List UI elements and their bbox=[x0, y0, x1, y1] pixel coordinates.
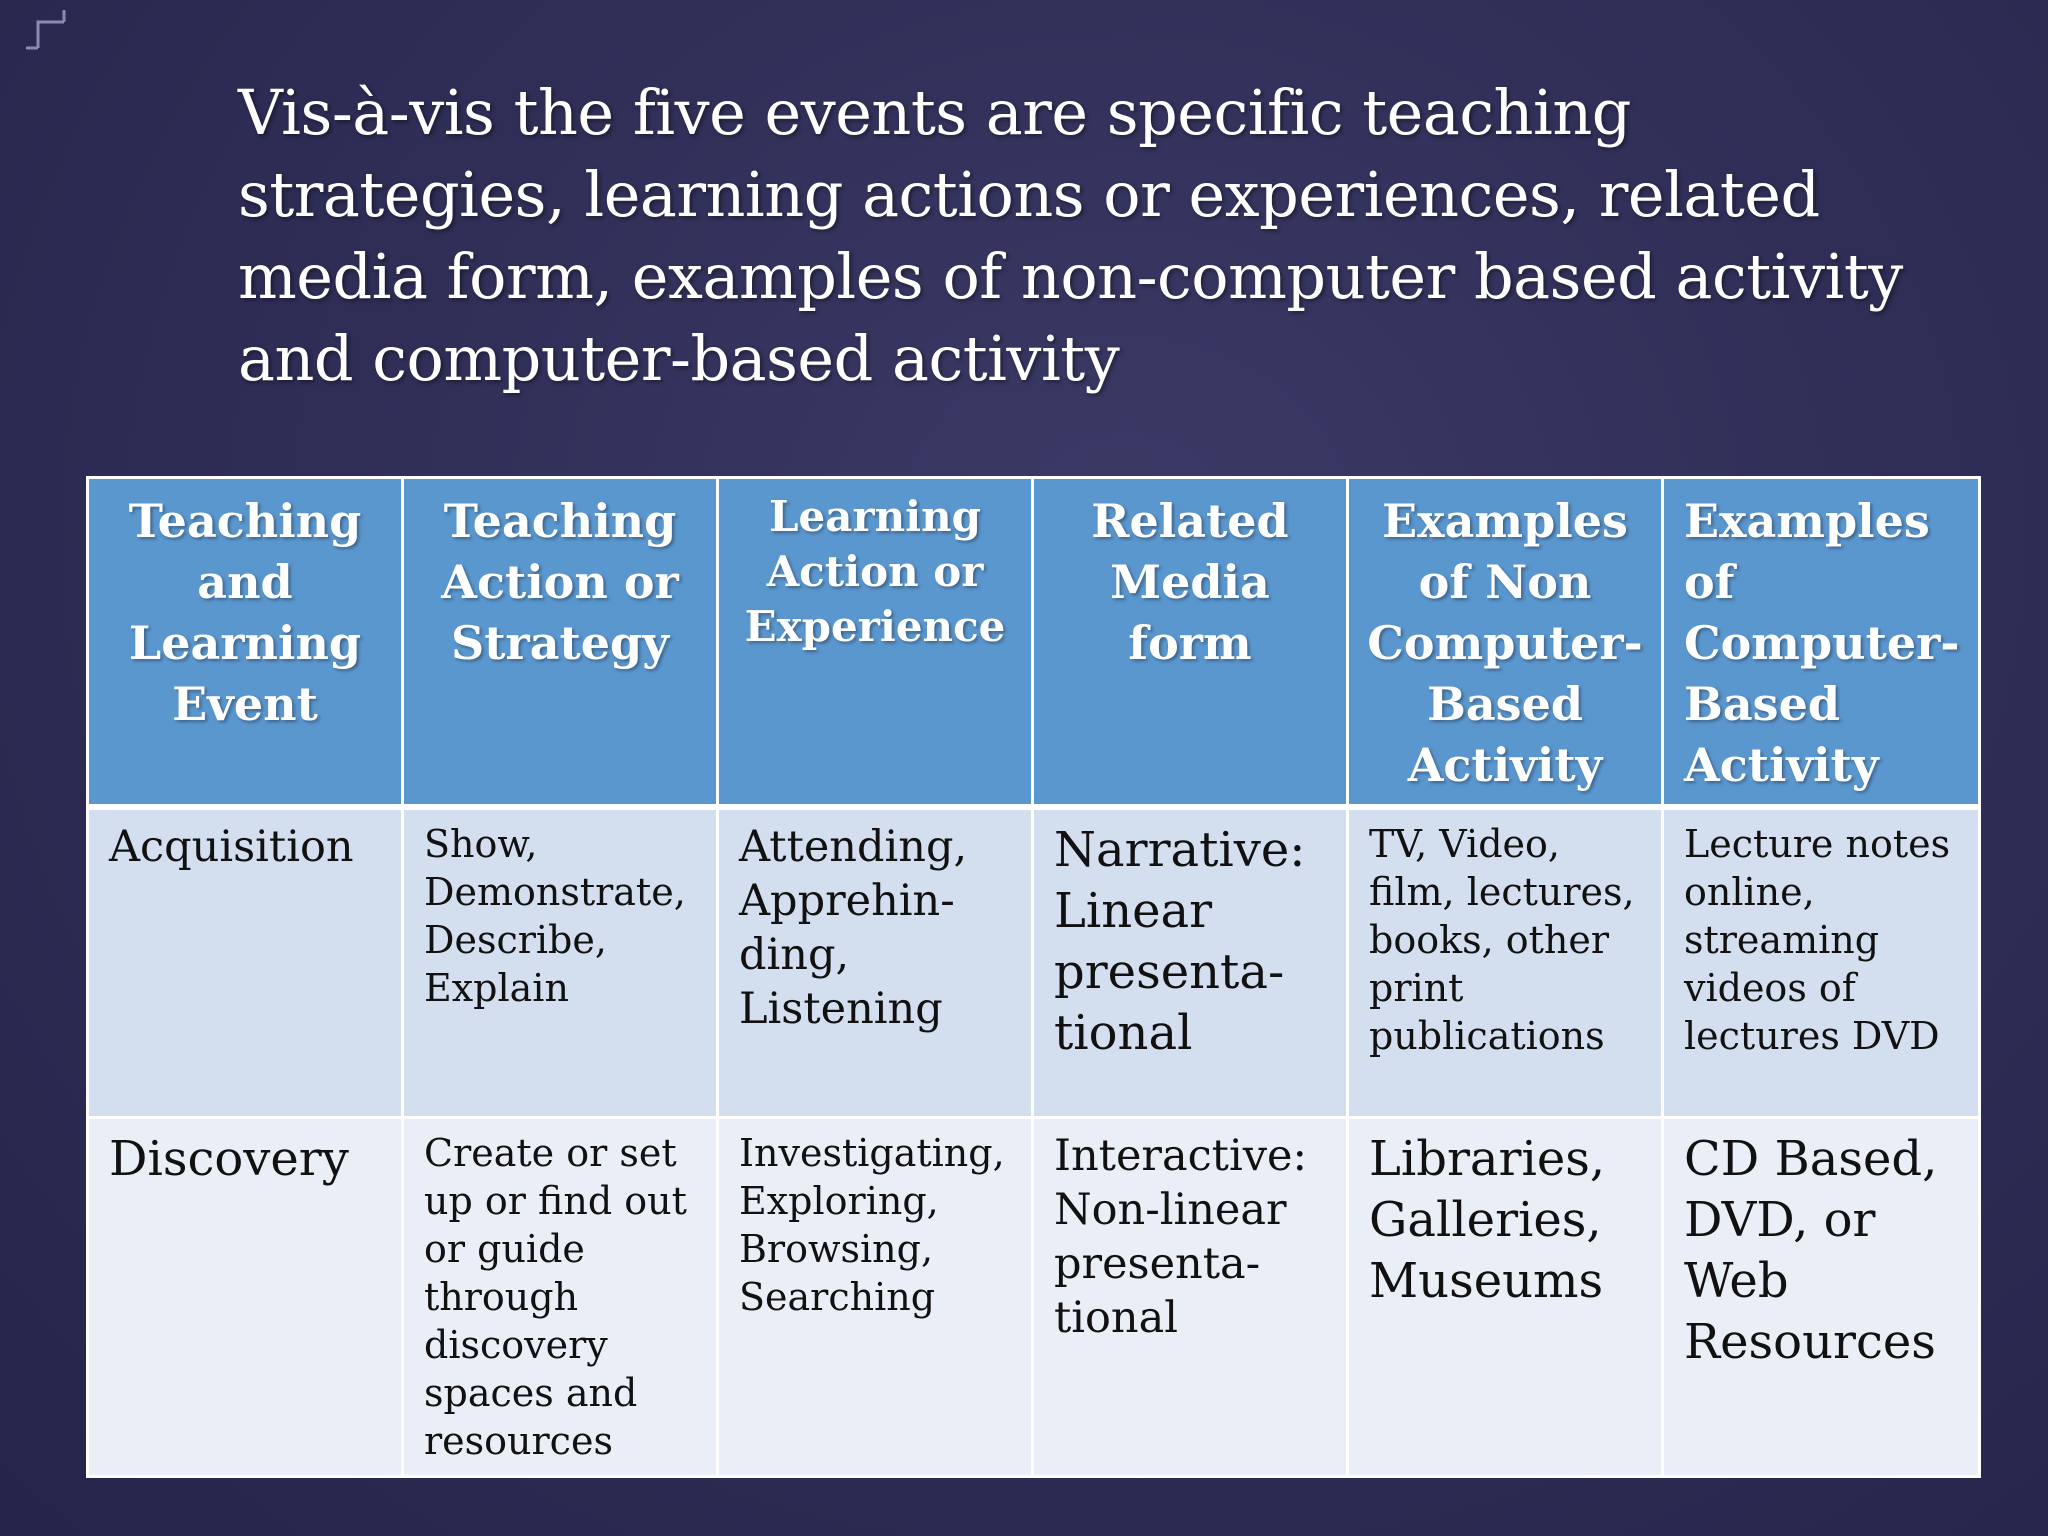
header-teaching-action: Teaching Action or Strategy bbox=[403, 478, 718, 808]
cell-non-computer: Libraries, Galleries, Museums bbox=[1348, 1117, 1663, 1476]
header-media-form: Related Media form bbox=[1033, 478, 1348, 808]
cell-media-form: Narrative: Linear presenta- tional bbox=[1033, 807, 1348, 1117]
cell-teaching-action: Create or set up or find out or guide through discovery spaces and resources bbox=[403, 1117, 718, 1476]
table-row-acquisition bbox=[88, 807, 1980, 1117]
events-table bbox=[86, 476, 1981, 1478]
slide-title: Vis-à-vis the five events are specific teaching strategies, learning actions or experiences, related media form, examples of non-computer based activity and computer-based activity bbox=[238, 76, 1903, 395]
table-header-row bbox=[88, 478, 1980, 808]
cell-media-form: Interactive: Non-linear presenta- tional bbox=[1033, 1117, 1348, 1476]
cell-computer: CD Based, DVD, or Web Resources bbox=[1663, 1117, 1980, 1476]
cell-non-computer: TV, Video, film, lectures, books, other print publications bbox=[1348, 807, 1663, 1117]
events-table-container bbox=[86, 476, 1978, 1478]
cell-event: Acquisition bbox=[88, 807, 403, 1117]
corner-bracket-decoration bbox=[0, 0, 200, 200]
header-learning-action: Learning Action or Experience bbox=[718, 478, 1033, 808]
header-event: Teaching and Learning Event bbox=[88, 478, 403, 808]
cell-learning-action: Attending, Apprehin- ding, Listening bbox=[718, 807, 1033, 1117]
cell-teaching-action: Show, Demonstrate, Describe, Explain bbox=[403, 807, 718, 1117]
cell-event: Discovery bbox=[88, 1117, 403, 1476]
cell-learning-action: Investigating, Exploring, Browsing, Searching bbox=[718, 1117, 1033, 1476]
header-computer: Examples of Computer-Based Activity bbox=[1663, 478, 1980, 808]
cell-computer: Lecture notes online, streaming videos of lectures DVD bbox=[1663, 807, 1980, 1117]
table-row-discovery bbox=[88, 1117, 1980, 1476]
header-non-computer: Examples of Non Computer-Based Activity bbox=[1348, 478, 1663, 808]
